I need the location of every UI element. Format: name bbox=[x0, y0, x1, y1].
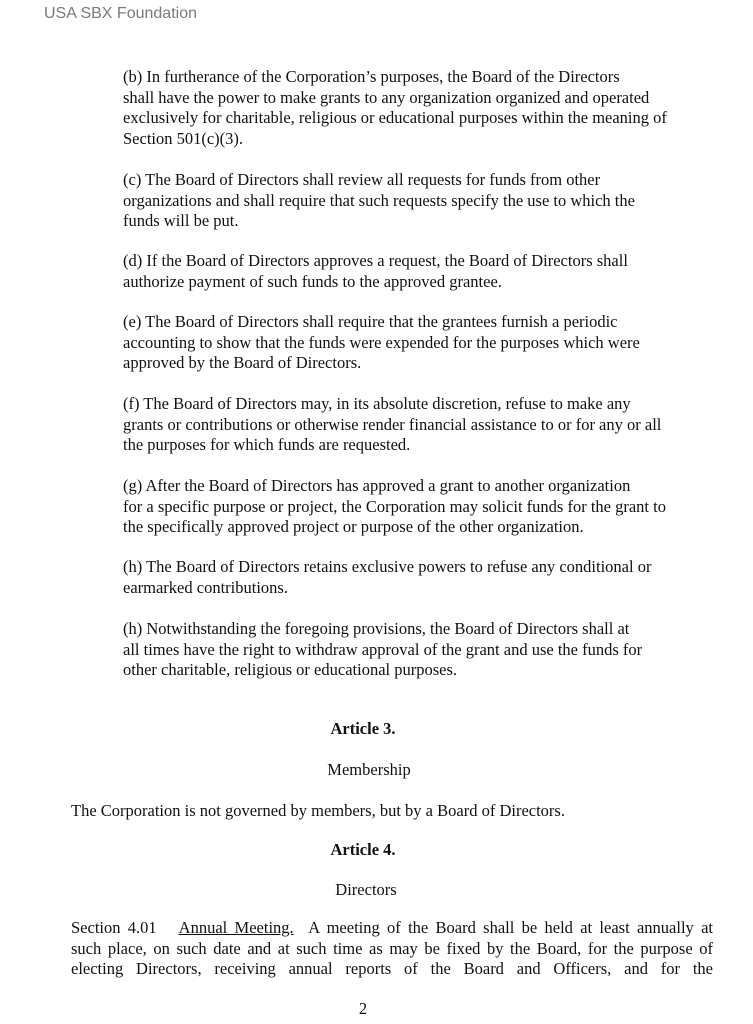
paragraph-line: (h) Notwithstanding the foregoing provisions, the Board of Directors shall at bbox=[123, 619, 630, 638]
paragraph-line: approved by the Board of Directors. bbox=[123, 353, 362, 372]
paragraph-line: authorize payment of such funds to the approved grantee. bbox=[123, 271, 502, 291]
article-3-heading: Article 3. bbox=[330, 719, 396, 738]
paragraph-line: the purposes for which funds are requested. bbox=[123, 435, 411, 454]
section-line: such place, on such date and at such time as may be fixed by the Board, for the purpose of bbox=[71, 938, 713, 958]
paragraph-e bbox=[123, 312, 723, 374]
article-4-heading: Article 4. bbox=[330, 840, 396, 859]
paragraph-line: other charitable, religious or educational purposes. bbox=[123, 660, 458, 679]
section-line: electing Directors, receiving annual reports of the Board and Officers, and for the bbox=[71, 959, 713, 978]
paragraph-h-withdraw bbox=[123, 619, 723, 681]
paragraph-f bbox=[123, 394, 723, 456]
paragraph-line: (f) The Board of Directors may, in its absolute discretion, refuse to make any bbox=[123, 394, 631, 413]
paragraph-line: grants or contributions or otherwise render financial assistance to or for any or all bbox=[123, 414, 662, 434]
paragraph-line: (c) The Board of Directors shall review all requests for funds from other bbox=[123, 170, 601, 189]
paragraph-line: earmarked contributions. bbox=[123, 577, 288, 597]
paragraph-g bbox=[123, 476, 723, 538]
article-4-subheading: Directors bbox=[335, 880, 397, 899]
paragraph-d bbox=[123, 251, 723, 292]
page-number: 2 bbox=[358, 999, 368, 1018]
section-number: Section 4.01 bbox=[71, 918, 157, 937]
paragraph-line: (h) The Board of Directors retains exclusive powers to refuse any conditional or bbox=[123, 557, 652, 576]
paragraph-line: (g) After the Board of Directors has approved a grant to another organization bbox=[123, 476, 631, 495]
paragraph-line: exclusively for charitable, religious or educational purposes within the meaning of bbox=[123, 108, 667, 127]
section-text: A meeting of the Board shall be held at least annually at bbox=[308, 918, 713, 937]
paragraph-line: accounting to show that the funds were expended for the purposes which were bbox=[123, 332, 640, 352]
paragraph-line: funds will be put. bbox=[123, 211, 239, 230]
document-header: USA SBX Foundation bbox=[44, 5, 197, 22]
paragraph-h-earmarked bbox=[123, 557, 723, 598]
paragraph-line: for a specific purpose or project, the Corporation may solicit funds for the grant to bbox=[123, 496, 666, 516]
paragraph-line: Section 501(c)(3). bbox=[123, 128, 244, 148]
paragraph-line: (b) In furtherance of the Corporation’s purposes, the Board of the Directors bbox=[123, 67, 620, 86]
paragraph-line: all times have the right to withdraw approval of the grant and use the funds for bbox=[123, 639, 643, 659]
paragraph-line: (e) The Board of Directors shall require that the grantees furnish a periodic bbox=[123, 312, 618, 331]
article-3-body: The Corporation is not governed by members, but by a Board of Directors. bbox=[71, 801, 565, 820]
article-3-subheading: Membership bbox=[327, 760, 411, 779]
section-line bbox=[71, 918, 713, 939]
paragraph-b bbox=[123, 67, 723, 149]
paragraph-line: organizations and shall require that such requests specify the use to which the bbox=[123, 190, 635, 210]
paragraph-line: shall have the power to make grants to any organization organized and operated bbox=[123, 87, 650, 107]
paragraph-c bbox=[123, 170, 723, 232]
paragraph-line: (d) If the Board of Directors approves a request, the Board of Directors shall bbox=[123, 251, 628, 270]
section-4-01 bbox=[71, 918, 713, 980]
paragraph-line: the specifically approved project or purpose of the other organization. bbox=[123, 517, 584, 536]
section-title: Annual Meeting. bbox=[178, 918, 294, 937]
